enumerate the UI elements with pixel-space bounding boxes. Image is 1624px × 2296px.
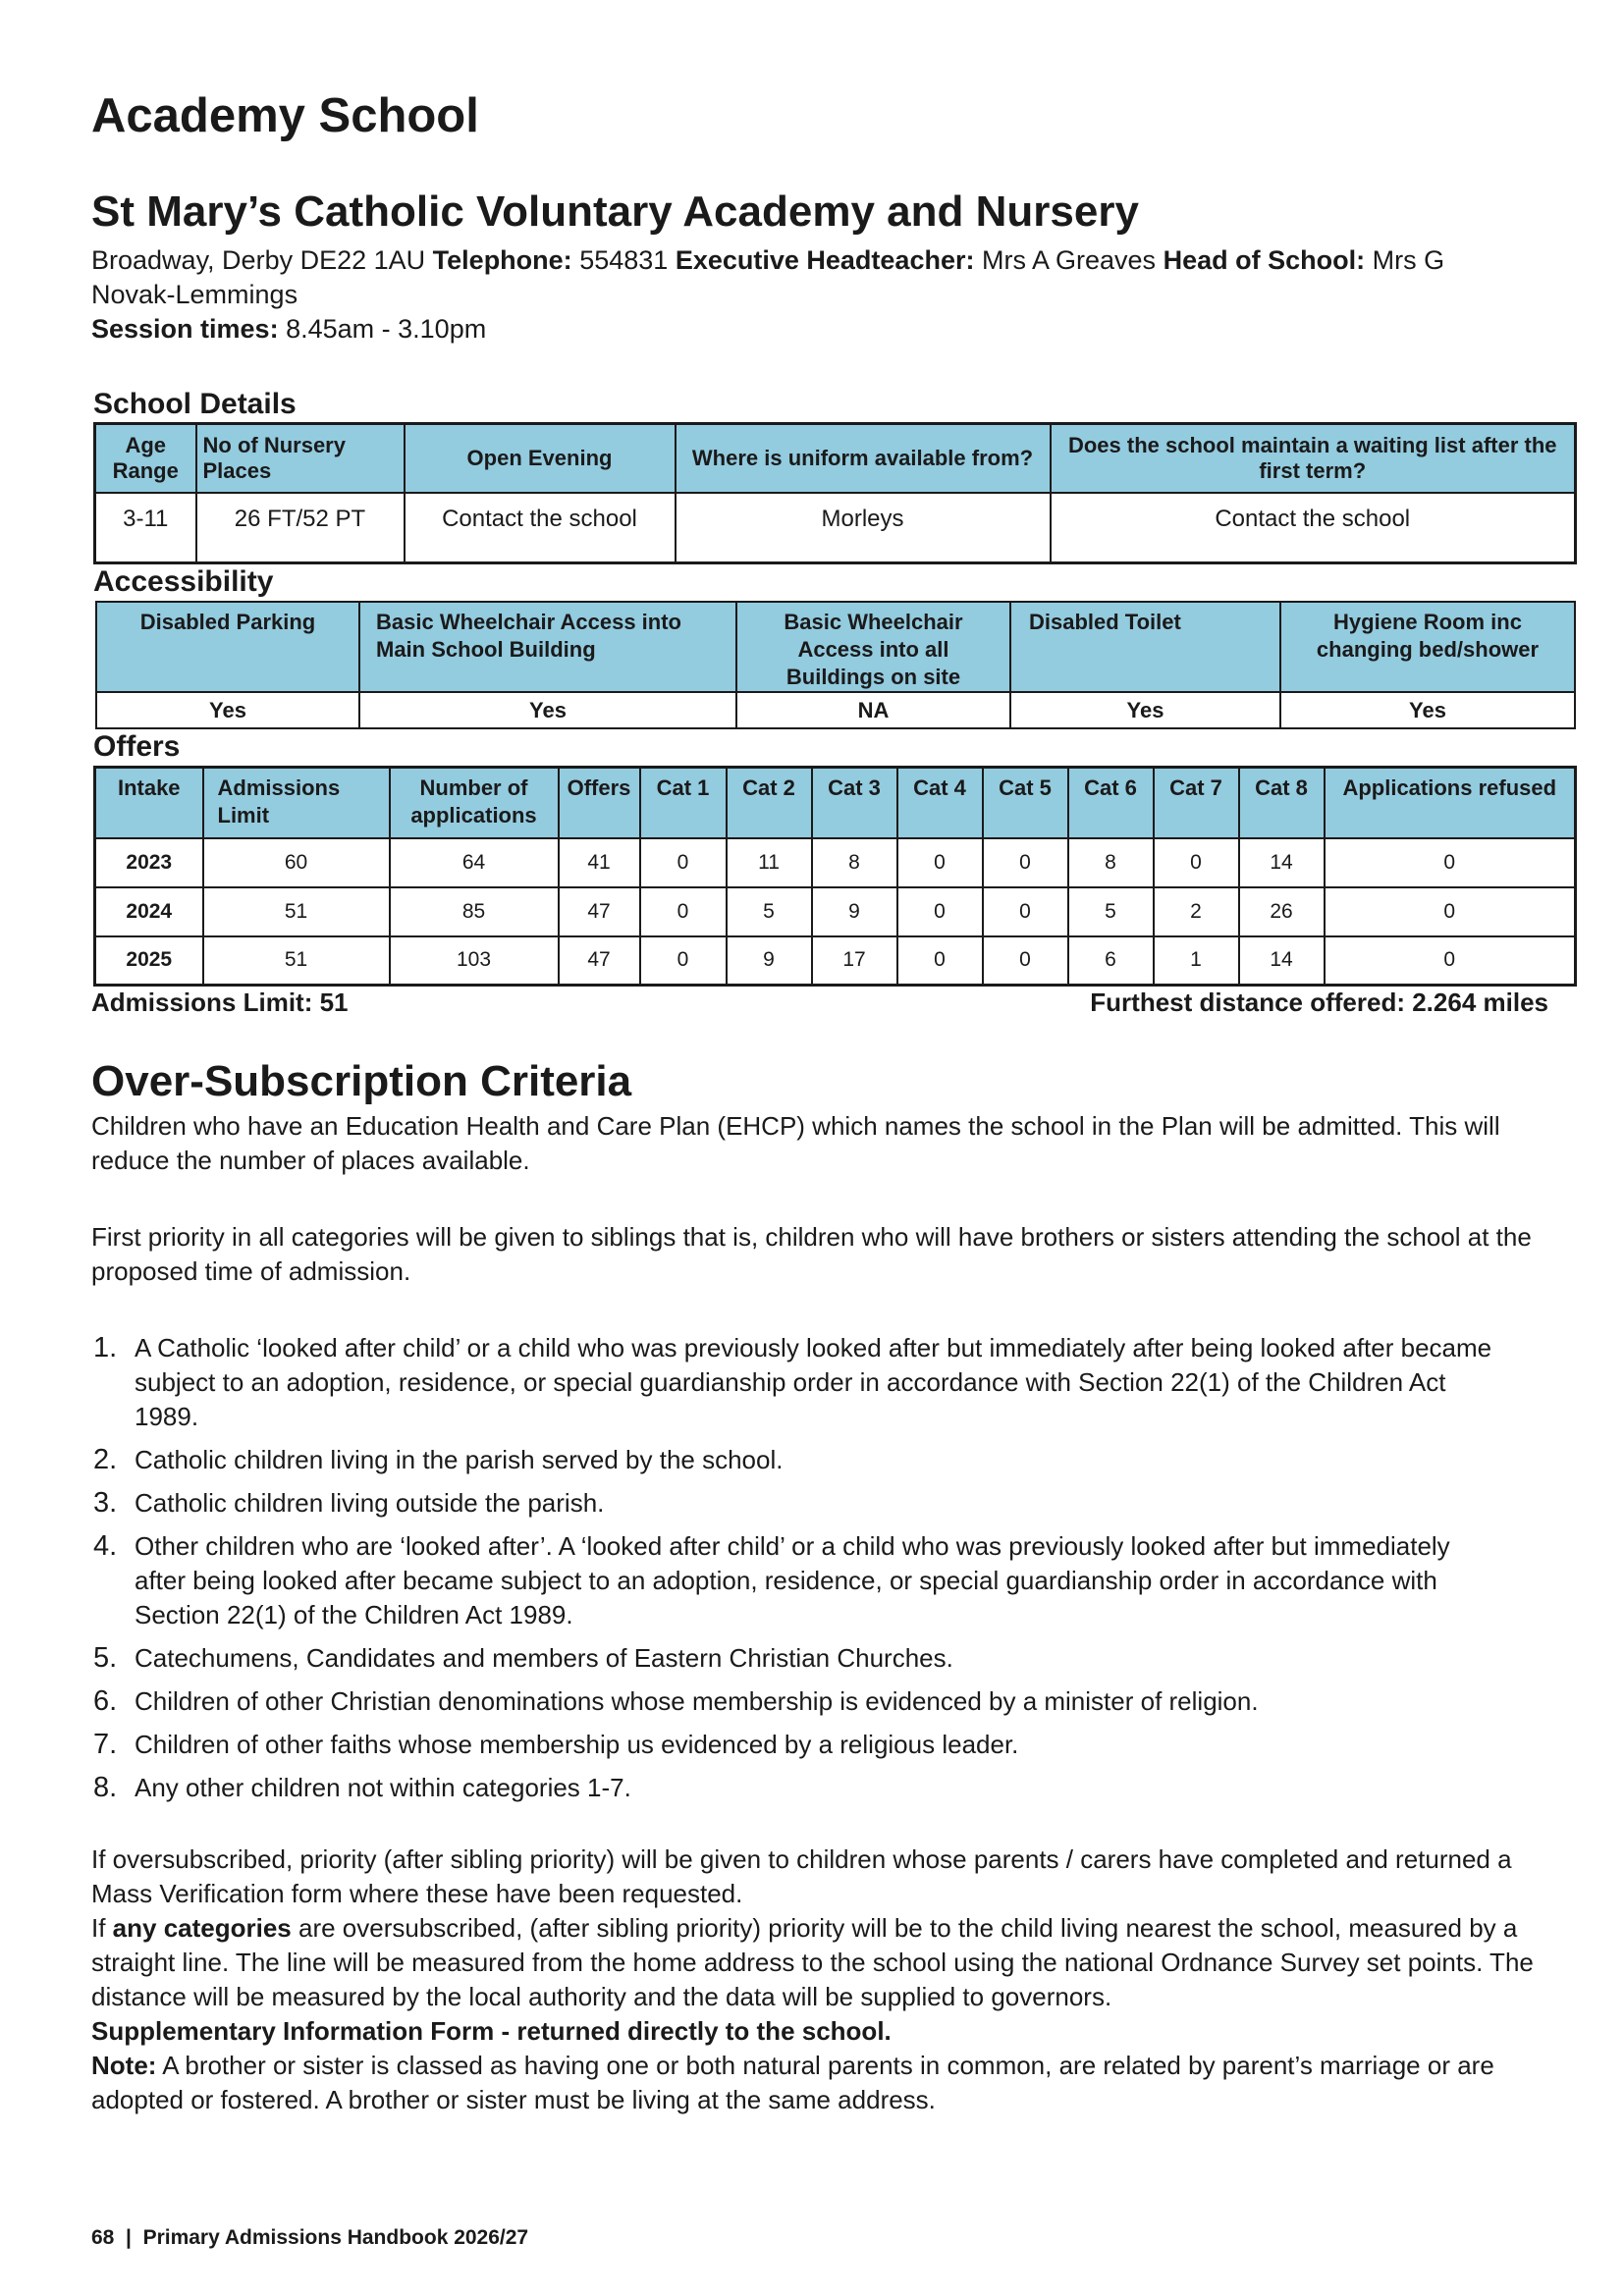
list-item: 2. Catholic children living in the parish served by the school.: [93, 1444, 784, 1475]
header-age-range: Age Range: [95, 424, 196, 493]
table-cell: 1: [1154, 936, 1239, 986]
school-details-heading: School Details: [93, 388, 297, 420]
session-times: [91, 312, 486, 347]
criterion-text: Any other children not within categories 1-7.: [135, 1773, 631, 1802]
list-item: 6. Children of other Christian denominations whose membership is evidenced by a minister of religion.: [93, 1685, 1259, 1717]
distance-paragraph: [91, 1911, 1544, 2014]
table-cell: 2: [1154, 887, 1239, 936]
hygiene-room-value: Yes: [1280, 692, 1575, 728]
table-cell: 0: [1325, 838, 1576, 887]
uniform-value: Morleys: [676, 493, 1051, 563]
waiting-list-value: Contact the school: [1051, 493, 1576, 563]
header-cat-1: Cat 1: [640, 768, 727, 838]
table-cell: 6: [1068, 936, 1154, 986]
table-cell: 60: [203, 838, 390, 887]
criterion-text: Catholic children living in the parish served by the school.: [135, 1445, 784, 1474]
header-cat-5: Cat 5: [983, 768, 1068, 838]
executive-headteacher: Mrs A Greaves: [982, 245, 1157, 275]
closing-paragraphs: [91, 1842, 1544, 2117]
list-item: 5. Catechumens, Candidates and members of Eastern Christian Churches.: [93, 1642, 953, 1674]
header-intake: Intake: [95, 768, 203, 838]
over-subscription-title: Over-Subscription Criteria: [91, 1057, 632, 1105]
any-categories-emphasis: any categories: [112, 1913, 292, 1943]
table-cell: 8: [812, 838, 897, 887]
table-cell: 8: [1068, 838, 1154, 887]
table-cell: 17: [812, 936, 897, 986]
distance-text: If: [91, 1913, 113, 1943]
table-cell: 41: [559, 838, 640, 887]
table-cell: 64: [390, 838, 559, 887]
sibling-note: [91, 2049, 1544, 2117]
table-cell: 26: [1239, 887, 1325, 936]
header-applications-refused: Applications refused: [1325, 768, 1576, 838]
table-cell: 47: [559, 887, 640, 936]
list-item: 3. Catholic children living outside the parish.: [93, 1487, 605, 1519]
header-cat-8: Cat 8: [1239, 768, 1325, 838]
accessibility-table: [95, 601, 1576, 729]
header-uniform: Where is uniform available from?: [676, 424, 1051, 493]
table-cell: 11: [727, 838, 812, 887]
criterion-text: Catechumens, Candidates and members of Eastern Christian Churches.: [135, 1643, 953, 1673]
table-cell: 0: [640, 838, 727, 887]
table-cell: 0: [1325, 887, 1576, 936]
header-nursery-places: No of Nursery Places: [196, 424, 405, 493]
table-cell: 85: [390, 887, 559, 936]
header-wheelchair-all: Basic Wheelchair Access into all Buildings on site: [736, 602, 1010, 692]
table-row: [95, 887, 1576, 936]
table-cell: 51: [203, 887, 390, 936]
school-details-table: [93, 422, 1577, 564]
admissions-limit-summary: Admissions Limit: 51: [91, 988, 349, 1017]
session-label: Session times:: [91, 314, 279, 344]
table-cell: 0: [983, 936, 1068, 986]
table-cell: 0: [640, 887, 727, 936]
list-item: 4. Other children who are ‘looked after’. A ‘looked after child’ or a child who was previously looked after but immediately after being looked after became subject to an adoption, residence, or special guardianship order in accordance with Section 22(1) of the Children Act 1989.: [93, 1530, 1450, 1629]
note-text: A brother or sister is classed as having one or both natural parents in common, are related by parent’s marriage or are adopted or fostered. A brother or sister must be living at the same address.: [91, 2051, 1494, 2114]
criterion-text: Other children who are ‘looked after’. A ‘looked after child’ or a child who was previously looked after but immediately after being looked after became subject to an adoption, residence, or special guardianship order in accordance with Section 22(1) of the Children Act 1989.: [135, 1531, 1450, 1629]
table-cell: 5: [1068, 887, 1154, 936]
list-item: 7. Children of other faiths whose membership us evidenced by a religious leader.: [93, 1729, 1019, 1760]
session-value: 8.45am - 3.10pm: [286, 314, 487, 344]
table-cell: 9: [727, 936, 812, 986]
intake-year: 2023: [95, 838, 203, 887]
header-offers: Offers: [559, 768, 640, 838]
table-cell: 47: [559, 936, 640, 986]
table-cell: 0: [640, 936, 727, 986]
criterion-text: A Catholic ‘looked after child’ or a child who was previously looked after but immediately after being looked after became subject to an adoption, residence, or special guardianship order in accordance with Section 22(1) of the Children Act 1989.: [135, 1333, 1492, 1431]
head-of-school: Mrs G Novak-Lemmings: [91, 245, 1445, 309]
criterion-text: Children of other Christian denominations whose membership is evidenced by a minister of religion.: [135, 1686, 1259, 1716]
table-cell: 103: [390, 936, 559, 986]
nursery-places-value: 26 FT/52 PT: [196, 493, 405, 563]
page-footer: 68 | Primary Admissions Handbook 2026/27: [91, 2226, 529, 2249]
table-row: [95, 838, 1576, 887]
executive-headteacher-label: Executive Headteacher:: [675, 245, 975, 275]
ehcp-paragraph: Children who have an Education Health and Care Plan (EHCP) which names the school in the Plan will be admitted. This will reduce the number of places available.: [91, 1111, 1500, 1175]
offers-table: [93, 766, 1577, 987]
table-cell: 0: [897, 936, 983, 986]
accessibility-heading: Accessibility: [93, 565, 274, 598]
intake-year: 2025: [95, 936, 203, 986]
header-open-evening: Open Evening: [405, 424, 676, 493]
header-admissions-limit: Admissions Limit: [203, 768, 390, 838]
table-cell: 14: [1239, 936, 1325, 986]
header-wheelchair-main: Basic Wheelchair Access into Main School Building: [359, 602, 736, 692]
table-cell: 5: [727, 887, 812, 936]
header-applications: Number of applications: [390, 768, 559, 838]
telephone: 554831: [579, 245, 669, 275]
table-cell: 51: [203, 936, 390, 986]
wheelchair-all-value: NA: [736, 692, 1010, 728]
address: Broadway, Derby DE22 1AU: [91, 245, 426, 275]
disabled-toilet-value: Yes: [1010, 692, 1280, 728]
header-cat-6: Cat 6: [1068, 768, 1154, 838]
school-name: St Mary’s Catholic Voluntary Academy and Nursery: [91, 187, 1139, 236]
table-cell: 0: [897, 838, 983, 887]
open-evening-value: Contact the school: [405, 493, 676, 563]
header-disabled-parking: Disabled Parking: [96, 602, 359, 692]
criterion-text: Children of other faiths whose membership us evidenced by a religious leader.: [135, 1730, 1019, 1759]
wheelchair-main-value: Yes: [359, 692, 736, 728]
table-row: [95, 936, 1576, 986]
age-range-value: 3-11: [95, 493, 196, 563]
intake-year: 2024: [95, 887, 203, 936]
header-disabled-toilet: Disabled Toilet: [1010, 602, 1280, 692]
header-cat-3: Cat 3: [812, 768, 897, 838]
header-cat-7: Cat 7: [1154, 768, 1239, 838]
page-title: Academy School: [91, 89, 479, 142]
mass-verification-paragraph: If oversubscribed, priority (after sibling priority) will be given to children whose parents / carers have completed and returned a Mass Verification form where these have been requested.: [91, 1844, 1512, 1908]
note-label: Note:: [91, 2051, 157, 2080]
table-cell: 0: [983, 838, 1068, 887]
list-item: 8. Any other children not within categories 1-7.: [93, 1772, 631, 1803]
sibling-priority-paragraph: First priority in all categories will be given to siblings that is, children who will have brothers or sisters attending the school at the proposed time of admission.: [91, 1222, 1532, 1286]
disabled-parking-value: Yes: [96, 692, 359, 728]
table-cell: 0: [1325, 936, 1576, 986]
header-cat-2: Cat 2: [727, 768, 812, 838]
table-cell: 14: [1239, 838, 1325, 887]
furthest-distance-summary: Furthest distance offered: 2.264 miles: [1090, 988, 1548, 1017]
offers-heading: Offers: [93, 730, 181, 763]
table-cell: 0: [1154, 838, 1239, 887]
list-item: 1. A Catholic ‘looked after child’ or a child who was previously looked after but immediately after being looked after became subject to an adoption, residence, or special guardianship order in accordance with Section 22(1) of the Children Act 1989.: [93, 1332, 1492, 1431]
table-cell: 0: [983, 887, 1068, 936]
head-of-school-label: Head of School:: [1163, 245, 1366, 275]
header-waiting-list: Does the school maintain a waiting list after the first term?: [1051, 424, 1576, 493]
telephone-label: Telephone:: [432, 245, 572, 275]
header-cat-4: Cat 4: [897, 768, 983, 838]
criteria-list: [93, 1331, 1507, 1814]
supplementary-form-note: Supplementary Information Form - returned directly to the school.: [91, 2016, 892, 2046]
distance-text: are oversubscribed, (after sibling priority) priority will be to the child living nearest the school, measured by a straight line. The line will be measured from the home address to the school using the national Ordnance Survey set points. The distance will be measured by the local authority and the data will be supplied to governors.: [91, 1913, 1534, 2011]
header-hygiene-room: Hygiene Room inc changing bed/shower: [1280, 602, 1575, 692]
table-cell: 9: [812, 887, 897, 936]
table-cell: 0: [897, 887, 983, 936]
criterion-text: Catholic children living outside the parish.: [135, 1488, 605, 1518]
school-contact-details: [91, 243, 1515, 312]
